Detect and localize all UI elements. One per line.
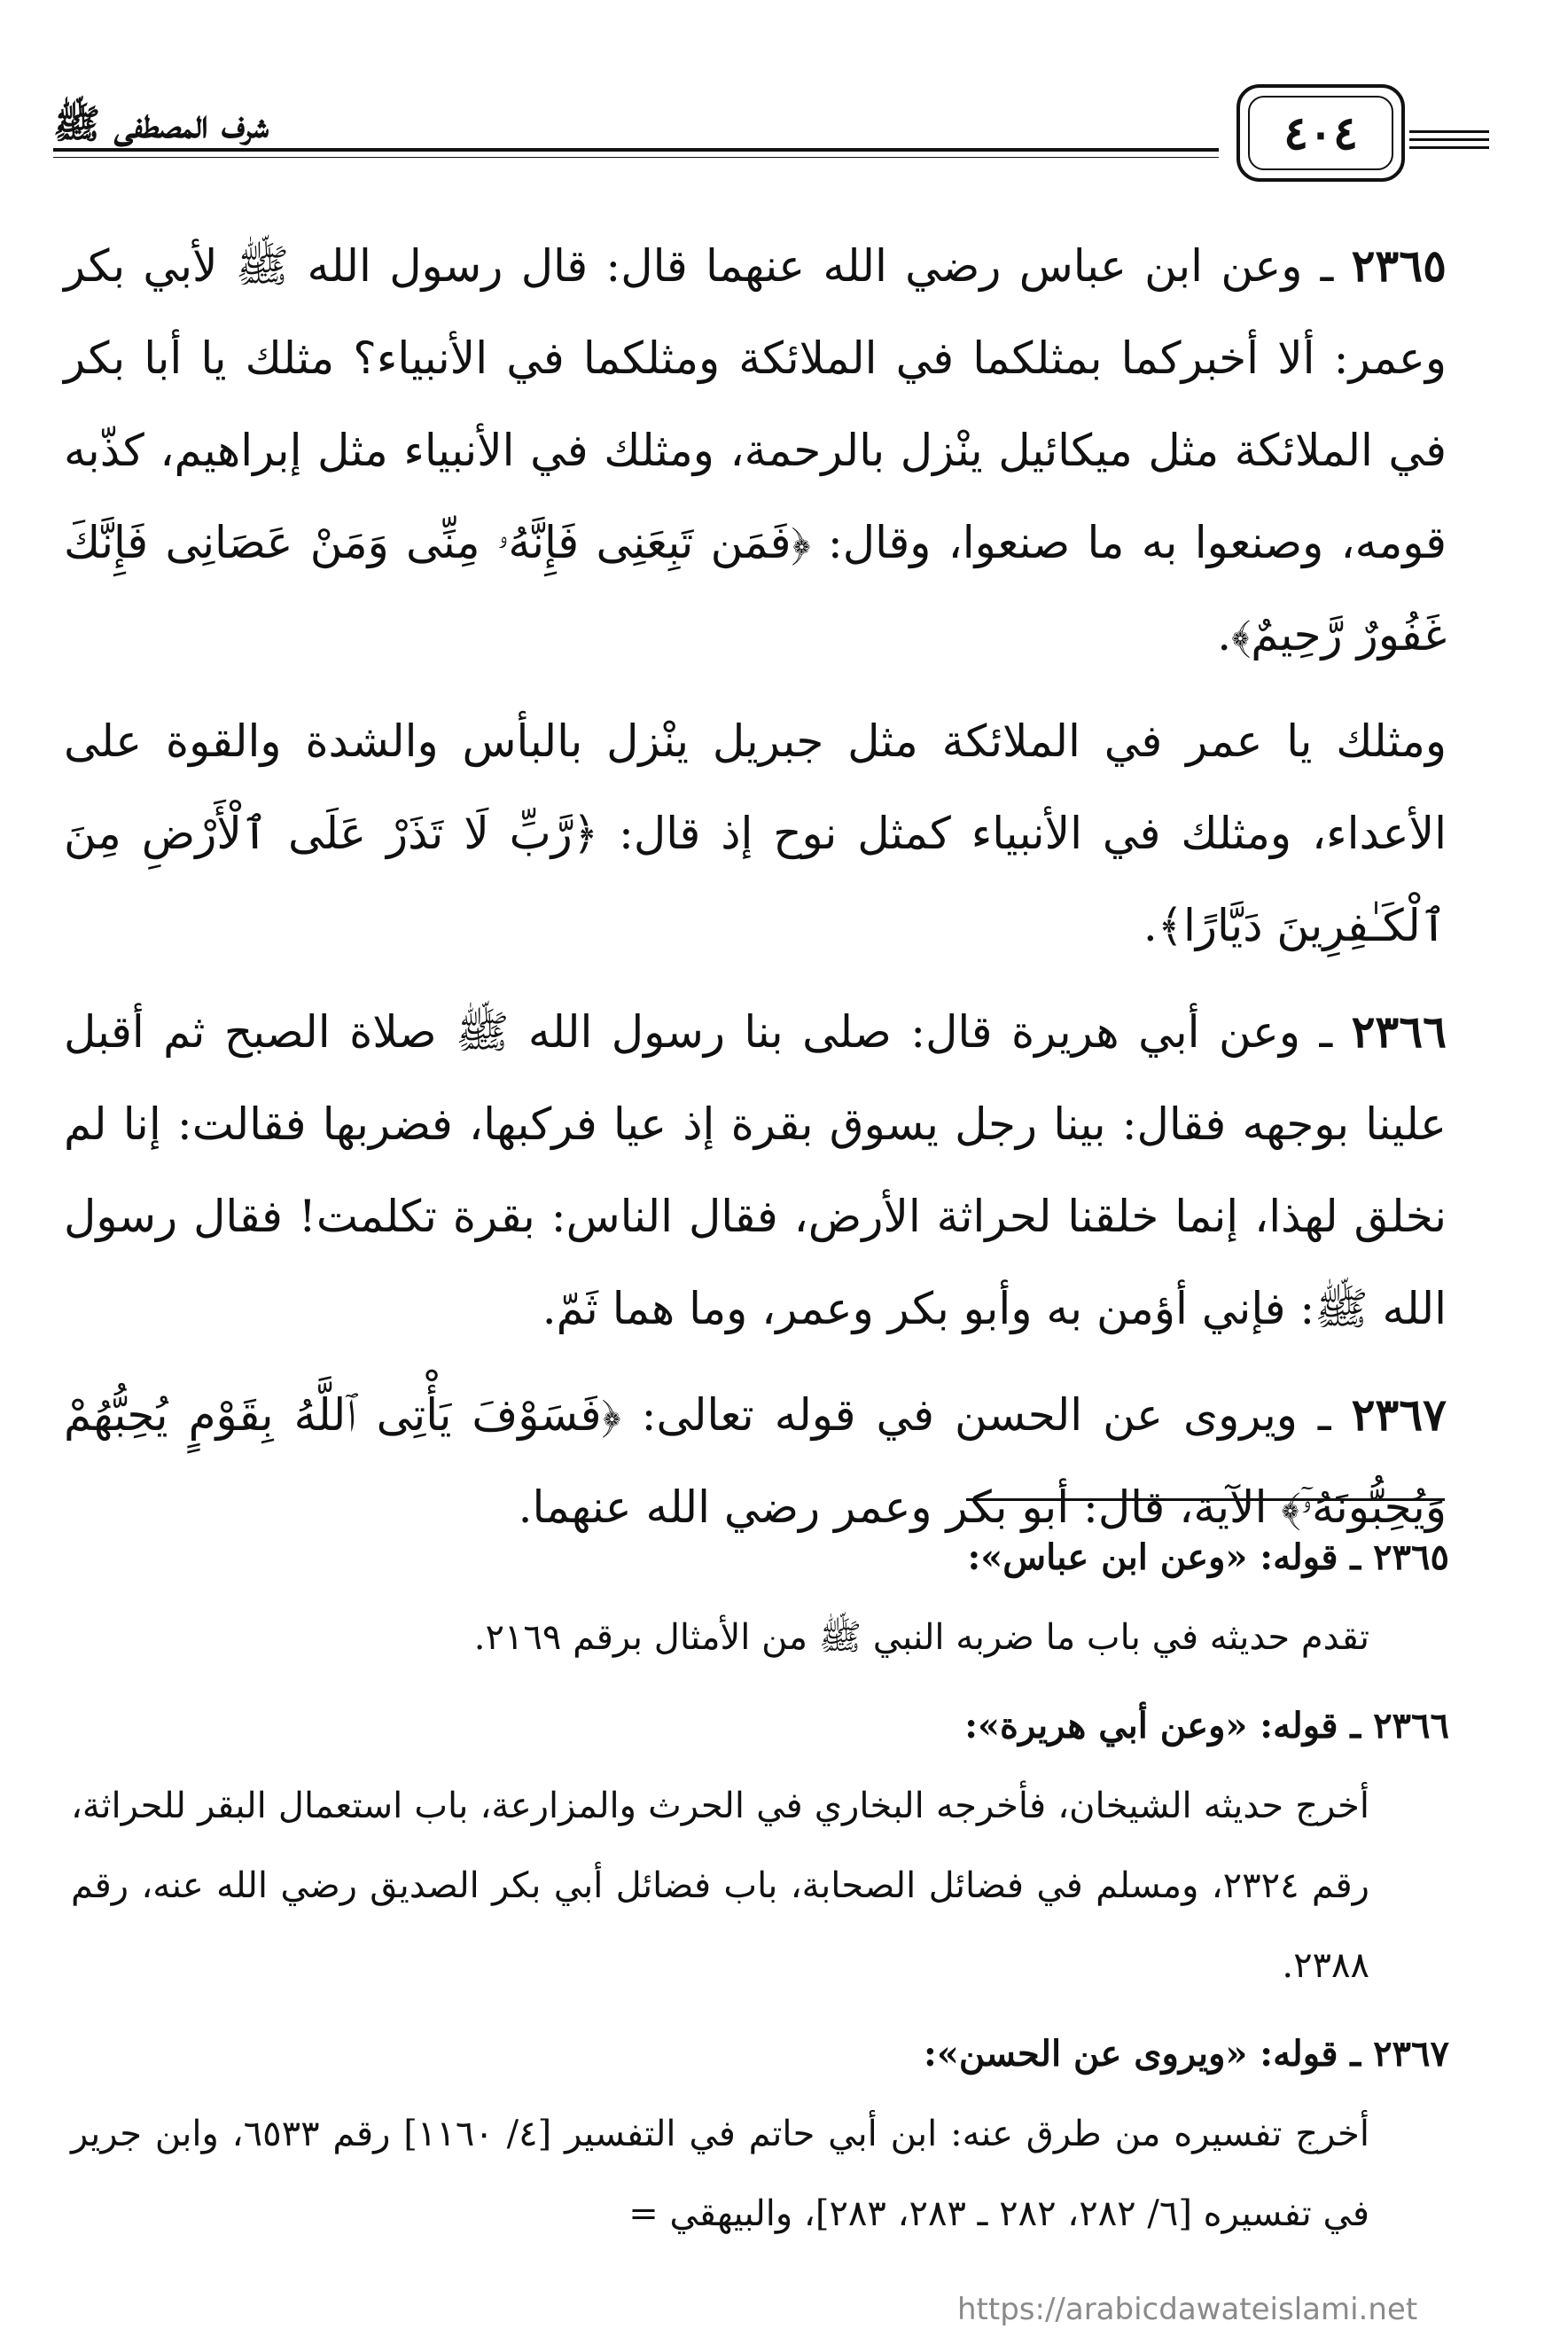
header-ornament bbox=[1409, 130, 1489, 166]
book-title: شرف المصطفى ﷺ bbox=[53, 102, 269, 147]
header-rule bbox=[53, 148, 1219, 152]
hadith-text: ـ وعن أبي هريرة قال: صلى بنا رسول الله ﷺ صلاة الصبح ثم أقبل علينا بوجهه فقال: بينا رجل يسوق بقرة إذ عيا فركبها، فضربها فقالت: إنا لم نخلق لهذا، إنما خلقنا لحراثة الأرض، فقال الناس: بقرة تكلمت! فقال رسول الله ﷺ: فإني أؤمن به وأبو بكر وعمر، وما هما ثَمّ. bbox=[64, 1006, 1447, 1334]
main-text bbox=[64, 220, 1447, 1567]
footnote-heading: ٢٣٦٦ ـ قوله: «وعن أبي هريرة»: bbox=[964, 1705, 1449, 1747]
footnote-heading: ٢٣٦٥ ـ قوله: «وعن ابن عباس»: bbox=[967, 1536, 1449, 1578]
footnote-heading: ٢٣٦٧ ـ قوله: «ويروى عن الحسن»: bbox=[924, 2033, 1449, 2075]
page-header bbox=[53, 84, 1454, 191]
footnote-body: أخرج حديثه الشيخان، فأخرجه البخاري في الحرث والمزارعة، باب استعمال البقر للحراثة، رقم ٢٣٢٤، ومسلم في فضائل الصحابة، باب فضائل أبي بكر الصديق رضي الله عنه، رقم ٢٣٨٨. bbox=[71, 1786, 1370, 1986]
watermark-url: https://arabicdawateislami.net bbox=[957, 2292, 1418, 2327]
hadith-number: ٢٣٦٧ bbox=[1351, 1388, 1447, 1441]
footnote-body: تقدم حديثه في باب ما ضربه النبي ﷺ من الأمثال برقم ٢١٦٩. bbox=[473, 1617, 1369, 1658]
hadith-paragraph bbox=[64, 695, 1447, 972]
hadith-number: ٢٣٦٥ bbox=[1351, 239, 1447, 292]
hadith-text: ـ وعن ابن عباس رضي الله عنهما قال: قال رسول الله ﷺ لأبي بكر وعمر: ألا أخبركما بمثلكما في الملائكة ومثلكما في الأنبياء؟ مثلك يا أبا بكر في الملائكة مثل ميكائيل ينْزل بالرحمة، ومثلك في الأنبياء مثل إبراهيم، كذّبه قومه، وصنعوا به ما صنعوا، وقال: ﴿فَمَن تَبِعَنِى فَإِنَّهُۥ مِنِّى وَمَنْ عَصَانِى فَإِنَّكَ غَفُورٌ رَّحِيمٌ﴾. bbox=[64, 240, 1447, 660]
hadith-number: ٢٣٦٦ bbox=[1351, 1005, 1447, 1058]
hadith-text: ـ ويروى عن الحسن في قوله تعالى: ﴿فَسَوْفَ يَأْتِى ٱللَّهُ بِقَوْمٍ يُحِبُّهُمْ وَيُحِبُّونَهُۥٓ﴾ الآية، قال: أبو بكر وعمر رضي الله عنهما. bbox=[64, 1389, 1447, 1533]
page-number-frame bbox=[1236, 84, 1405, 182]
hadith-paragraph bbox=[64, 220, 1447, 681]
footnotes bbox=[71, 1518, 1449, 2263]
header-rule-thin bbox=[53, 157, 1219, 158]
hadith-paragraph bbox=[64, 986, 1447, 1355]
hadith-text: ومثلك يا عمر في الملائكة مثل جبريل ينْزل بالبأس والشدة والقوة على الأعداء، ومثلك في الأنبياء كمثل نوح إذ قال: ﴿رَّبِّ لَا تَذَرْ عَلَى ٱلْأَرْضِ مِنَ ٱلْكَـٰفِرِينَ دَيَّارًا﴾. bbox=[64, 715, 1447, 951]
page-number: ٤٠٤ bbox=[1248, 96, 1393, 170]
footnote-separator bbox=[966, 1498, 1445, 1501]
footnote-body: أخرج تفسيره من طرق عنه: ابن أبي حاتم في التفسير [٤/ ١١٦٠] رقم ٦٥٣٣، وابن جرير في تفسيره [٦/ ٢٨٢، ٢٨٢ ـ ٢٨٣، ٢٨٣]، والبيهقي = bbox=[71, 2114, 1370, 2234]
